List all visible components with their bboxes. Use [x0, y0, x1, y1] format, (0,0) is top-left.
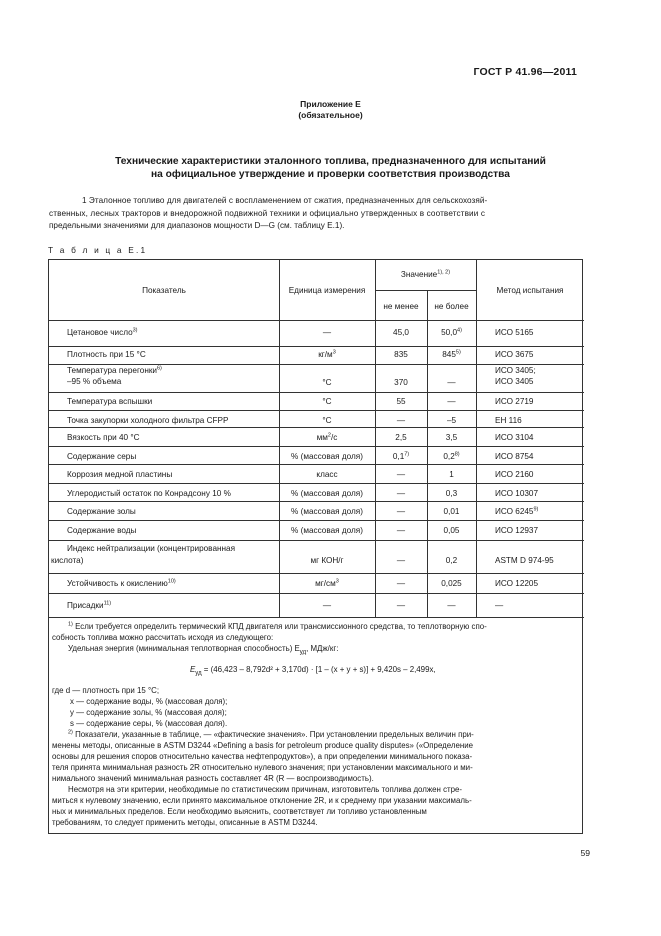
table-row-method: ИСО 2719 [495, 397, 534, 406]
table-row-min: 55 [396, 397, 406, 406]
table-row-method: ИСО 6245$^{9)}$ [495, 506, 539, 516]
table-row-indicator: Точка закупорки холодного фильтра CFPP [67, 416, 229, 425]
table-row-method: ИСО 3675 [495, 350, 534, 359]
table-caption: Т а б л и ц а Е.1 [48, 245, 148, 255]
formula-var-s: s — содержание серы, % (массовая доля). [70, 719, 228, 728]
table-row-method: ИСО 12205 [495, 579, 539, 588]
table-row-min: — [396, 416, 406, 425]
table-row-min: 45,0 [393, 328, 409, 337]
table-row-min: — [396, 579, 406, 588]
table-row-max: 0,2$^{8)}$ [443, 451, 460, 461]
table-row-unit: % (массовая доля) [291, 507, 363, 516]
table-row-indicator: Коррозия медной пластины [67, 470, 173, 479]
section-title-line-2: на официальное утверждение и проверки соответствия производства [151, 169, 510, 180]
table-row-max: 0,3 [445, 489, 458, 498]
table-row-method: ИСО 12937 [495, 526, 539, 535]
formula-where: где d — плотность при 15 °С; [52, 686, 160, 695]
formula-var-y: y — содержание золы, % (массовая доля); [70, 708, 227, 717]
table-row-indicator: Температура вспышки [67, 397, 153, 406]
table-row-unit: % (массовая доля) [291, 452, 363, 461]
table-row-max: 1 [449, 470, 454, 479]
table-row-unit: °С [322, 397, 332, 406]
table-row-unit: $кг/м^3$ [318, 349, 336, 359]
annex-title: Приложение Е [300, 99, 361, 109]
footnote-2-line-2: менены методы, описанные в ASTM D3244 «Defining a basis for petroleum produce quality disputes» («Определение [52, 741, 474, 750]
table-row-min: — [396, 556, 406, 565]
table-row-indicator: Вязкость при 40 °С [67, 433, 140, 442]
intro-paragraph [49, 195, 579, 233]
energy-formula: $E_{уд} = (46,423 - 8,792d^2 + 3,170d) \cdot [1 - (x + y + s)] + 9,420s - 2,499x$, [190, 665, 436, 677]
footnote-1-line-1: $^{1)}$ Если требуется определить термический КПД двигателя или трансмиссионного средства, то теплотворную спо- [68, 621, 487, 631]
footnote-2-line-4: теля принята минимальная разность 2R относительно нулевого значения; при установлении максимального и ми- [52, 763, 473, 772]
table-row-unit: % (массовая доля) [291, 489, 363, 498]
table-row-unit: °С [322, 378, 332, 387]
header-method: Метод испытания [496, 286, 564, 295]
header-indicator: Показатель [142, 286, 186, 295]
table-row-max: 3,5 [445, 433, 458, 442]
table-row-method: ИСО 8754 [495, 452, 534, 461]
table-row-unit: $мг/см^3$ [315, 578, 339, 588]
table-row-unit: класс [316, 470, 338, 479]
footnote-2-line-5: нимального значений минимальная разность составляет 4R (R — воспроизводимость). [52, 774, 374, 783]
table-row-indicator: Содержание воды [67, 526, 137, 535]
footnote-2-line-8: ных и минимальных пределов. Если необходимо выяснить, соответствует ли топливо установленным [52, 807, 427, 816]
table-row-unit: % (массовая доля) [291, 526, 363, 535]
table-row-min: — [396, 507, 406, 516]
intro-line-1: 1 Эталонное топливо для двигателей с воспламенением от сжатия, предназначенных для сельскохозяй- [82, 196, 488, 205]
table-row-max: — [447, 601, 456, 610]
table-row-indicator: Устойчивость к окислению$^{10)}$ [67, 578, 176, 588]
table-row-method: ASTM D 974-95 [495, 556, 554, 565]
table-row-max: 0,025 [441, 579, 462, 588]
table-row-indicator: Плотность при 15 °С [67, 350, 146, 359]
table-row-method: ИСО 5165 [495, 328, 534, 337]
table-row-min: — [396, 489, 406, 498]
table-row-indicator: Присадки$^{11)}$ [67, 600, 112, 610]
table-row-unit: — [322, 328, 332, 337]
table-row-method: ИСО 10307 [495, 489, 539, 498]
footnote-2-line-3: основы для решения споров относительно качества нефтепродуктов»), а при определении минимального показа- [52, 752, 473, 761]
table-row-max: — [447, 378, 456, 387]
footnote-1-line-2: собность топлива можно рассчитать исходя из следующего: [52, 633, 274, 642]
table-row-method: ИСО 3104 [495, 433, 534, 442]
table-row-indicator: Индекс нейтрализации (концентрированная [67, 544, 236, 553]
table-row-method: ЕН 116 [495, 416, 522, 425]
section-title-line-1: Технические характеристики эталонного топлива, предназначенного для испытаний [115, 156, 546, 167]
header-value: Значение$^{1), 2)}$ [400, 269, 451, 279]
table-row-max: –5 [446, 416, 457, 425]
footnote-1-line-3: Удельная энергия (минимальная теплотворная способность) $E_{уд}$, МДж/кг: [68, 644, 339, 656]
annex-status: (обязательное) [298, 110, 363, 120]
header-unit: Единица измерения [288, 286, 366, 295]
standard-code: ГОСТ Р 41.96—2011 [473, 66, 577, 78]
table-row-indicator-line-2: кислота) [51, 556, 84, 565]
table-row-max: 0,2 [445, 556, 458, 565]
intro-line-2: ственных, лесных тракторов и внедорожной подвижной техники и официально утвержденных в соответствии с [49, 208, 486, 218]
intro-line-3: предельными значениями для диапазонов мощности D—G (см. таблицу Е.1). [49, 221, 345, 231]
table-row-min: 0,1$^{7)}$ [392, 451, 410, 461]
table-row-max: 0,05 [443, 526, 460, 535]
table-row-unit: мг КОН/г [310, 556, 344, 565]
table-row-min: — [396, 601, 406, 610]
table-row-unit: — [322, 601, 332, 610]
table-row-method: ИСО 2160 [495, 470, 534, 479]
footnote-2-line-9: требованиям, то следует применить методы, описанные в ASTM D3244. [52, 818, 318, 827]
table-row-indicator: Углеродистый остаток по Конрадсону 10 % [67, 489, 231, 498]
table-row-max: 0,01 [443, 507, 460, 516]
table-row-min: — [396, 470, 406, 479]
footnote-2-line-1: $^{2)}$ Показатели, указанные в таблице, — «фактические значения». При установлении предельных величин при- [68, 729, 474, 739]
table-row-method-line-2: ИСО 3405 [495, 377, 534, 386]
table-row-indicator: Содержание серы [67, 452, 137, 461]
table-row-max: 50,0$^{4)}$ [441, 327, 462, 337]
table-row-max: — [447, 397, 456, 406]
page-number: 59 [580, 848, 590, 858]
header-min: не менее [383, 302, 419, 311]
table-row-max: 845$^{5)}$ [442, 349, 461, 359]
table-row-unit: $мм^2/с$ [316, 432, 338, 442]
table-row-indicator: Цетановое число$^{3)}$ [67, 327, 138, 337]
footnote-2-line-7: миться к нулевому значению, если принято максимальное отклонение 2R, и к среднему при указании максималь- [52, 796, 472, 805]
table-row-min: 370 [394, 378, 408, 387]
table-row-min: 835 [394, 350, 408, 359]
header-max: не более [434, 302, 469, 311]
table-row-unit: °С [322, 416, 332, 425]
table-row-indicator-line-2: –95 % объема [67, 377, 122, 386]
table-row-method: — [495, 601, 504, 610]
table-row-min: 2,5 [395, 433, 407, 442]
table-row-method: ИСО 3405; [495, 366, 536, 375]
table-row-min: — [396, 526, 406, 535]
table-row-indicator: Содержание золы [67, 507, 136, 516]
footnote-2-line-6: Несмотря на эти критерии, необходимые по статистическим причинам, изготовитель топлива должен стре- [68, 785, 463, 794]
table-row-indicator: Температура перегонки$^{6)}$ [67, 365, 162, 375]
formula-var-x: x — содержание воды, % (массовая доля); [70, 697, 228, 706]
